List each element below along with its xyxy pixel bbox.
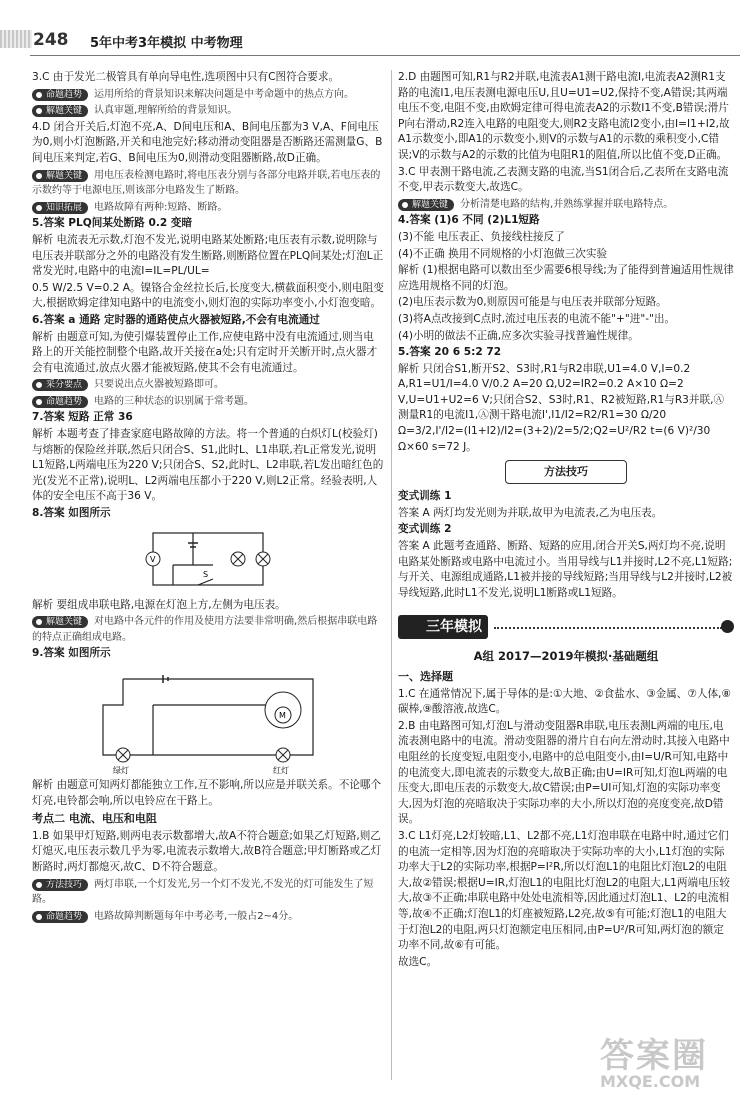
- note-q4b: [32, 200, 384, 216]
- note-q6b: [32, 394, 384, 410]
- analysis-q4-2: (2)电压表示数为0,则原因可能是与电压表并联部分短路。: [398, 296, 667, 309]
- note-text: 对电路中各元件的作用及使用方法要非常明确,然后根据串联电路的特点正确组成电路。: [32, 616, 378, 643]
- variant-2-answer: 答案 A 此题考查通路、断路、短路的应用,闭合开关S,两灯均不亮,说明电路某处断路或电路中电流过小。当用导线与L1并接时,L2不亮,L1短路;与开关、电源组成通路,L1被并接的导线短路;当用导线与L2并接时,L2被导线短路,此时L1不发光,说明L1断路或L1短路。: [398, 540, 733, 599]
- tag-badge: 知识拓展: [32, 202, 88, 214]
- page-number: 248: [33, 30, 69, 50]
- group-answer-q3-end: 故选C。: [398, 955, 438, 968]
- answer-q9: 9.答案 如图所示: [32, 647, 111, 660]
- variant-1-title: 变式训练 1: [398, 490, 452, 503]
- page-header: [0, 0, 750, 60]
- column-divider: [391, 70, 392, 1080]
- label-red-lamp: 红灯: [273, 766, 289, 775]
- answer-q5: 5.答案 PLQ间某处断路 0.2 变暗: [32, 217, 193, 230]
- group-answer-q2: 2.B 由电路图可知,灯泡L与滑动变阻器R串联,电压表测L两端的电压,电流表测电路中的电流。滑动变阻器的滑片自右向左滑动时,其接入电路中电阻丝的长度变短,电阻变小,电路中的总电阻变小,由I=U/R可知,电路中的电流变大,即电流表的示数变大,故B正确;由U=IR可知,灯泡L两端的电压变大,即电压表的示数变大,故C错误;由P=UI可知,灯泡的实际功率变大,因为灯泡的亮暗取决于实际功率的大小,所以灯泡的亮度变亮,故D错误。: [398, 719, 730, 826]
- method-tips-box: [505, 460, 627, 484]
- answer-kp2-q1: 1.B 如果甲灯短路,则两电表示数都增大,故A不符合题意;如果乙灯短路,则乙灯熄灭,电压表示数几乎为零,电流表示数增大,故B符合题意;甲灯断路或乙灯断路时,两灯都熄灭,故C、D不符合题意。: [32, 829, 382, 873]
- note-text: 用电压表检测电路时,将电压表分别与各部分电路并联,若电压表的示数约等于电源电压,则该部分电路发生了断路。: [32, 169, 381, 197]
- watermark-url: MXQE.COM: [600, 1072, 701, 1091]
- answer-q2: 2.D 由题图可知,R1与R2并联,电流表A1测干路电流I,电流表A2测R1支路的电流I1,电压表测电源电压U,且U=U1=U2,保持不变,A错误;其两端电压不变,电阻不变,由欧姆定律可得电流表A2的示数I1不变,B错误;滑片P向右滑动,R2连入电路的电阻变大,则R2支路电流I2变小,由I=I1+I2,故A1示数变小,即A1的示数变小,则V的示数与A1的示数的乘积变小,C错误;V的示数与A2的示数的比值为电阻R1的阻值,所以比值不变,D正确。: [398, 71, 730, 161]
- analysis-q4-4: (4)小明的做法不正确,应多次实验寻找普遍性规律。: [398, 329, 639, 342]
- note-q8: [32, 614, 384, 645]
- analysis-q4-1: 解析 (1)根据电路可以数出至少需要6根导线;为了能得到普遍适用性规律应选用规格不同的灯泡。: [398, 264, 734, 292]
- note-kp2b: [32, 909, 384, 925]
- answer-q4: 4.D 闭合开关后,灯泡不亮,A、D间电压和A、B间电压都为3 V,A、F间电压为0,则小灯泡断路,开关和电池完好;移动滑动变阻器是否断路还需测量G、B间电压来判定,若G、B间电压为0,则滑动变阻器断路,故D正确。: [32, 120, 383, 164]
- note-q3: [398, 197, 734, 213]
- svg-text:S: S: [203, 569, 209, 579]
- label-green-lamp: 绿灯: [113, 766, 129, 775]
- analysis-q6: 解析 由题意可知,为使引爆装置停止工作,应使电路中没有电流通过,则当电路上的开关能控制整个电路,故开关接在a处;只有定时开关断开时,点火器才会有电流通过,放点火器才能被短路,使其不会有电流通过。: [32, 330, 378, 374]
- analysis-q5: 解析 只闭合S1,断开S2、S3时,R1与R2串联,U1=4.0 V,I=0.2 A,R1=U1/I=4.0 V/0.2 A=20 Ω,U2=IR2=0.2 A×10 Ω=2 V,U=U1+U2=6 V;只闭合S2、S3时,R1、R2被短路,R1与R3并联,Ⓐ测量R1的电流I1,Ⓐ测干路电流I',I1/I2=R2/R1=30 Ω/20 Ω=3/2,I'/I2=(I1+I2)/I2=(3+2)/2=5/2;Q2=U²/R2 t=(6 V)²/30 Ω×60 s=72 J。: [398, 362, 725, 453]
- tag-badge: 命题趋势: [32, 89, 88, 101]
- answer-q4: 4.答案 (1)6 不同 (2)L1短路: [398, 214, 540, 227]
- group-answer-q1: 1.C 在通常情况下,属于导体的是:①大地、②食盐水、③金属、⑦人体,⑧碳棒,⑨酸溶液,故选C。: [398, 687, 731, 716]
- variant-2-title: 变式训练 2: [398, 523, 452, 536]
- tag-badge: 命题趋势: [32, 396, 88, 408]
- analysis-q8: 解析 要组成串联电路,电源在灯泡上方,左侧为电压表。: [32, 598, 286, 611]
- tag-badge: 解题关键: [32, 616, 88, 628]
- book-title: 5年中考3年模拟 中考物理: [90, 36, 243, 51]
- answer-q4-4: (4)不正确 换用不同规格的小灯泡做三次实验: [398, 247, 608, 260]
- answer-q5: 5.答案 20 6 5:2 72: [398, 346, 502, 359]
- banner-dotted-line: [494, 627, 722, 629]
- circuit-diagram-q9: [83, 665, 333, 775]
- answer-q8: 8.答案 如图所示: [32, 507, 111, 520]
- answer-q3: 3.C 由于发光二极管具有单向导电性,选项图中只有C图符合要求。: [32, 71, 340, 83]
- note-text: 只要说出点火器被短路即可。: [94, 379, 225, 391]
- note-kp2: [32, 877, 384, 908]
- note-text: 分析清楚电路的结构,并熟练掌握并联电路特点。: [460, 198, 674, 210]
- answer-q4-3: (3)不能 电压表正、负接线柱接反了: [398, 230, 565, 243]
- note-text: 两灯串联,一个灯发光,另一个灯不发光,不发光的灯可能发生了短路。: [32, 878, 374, 906]
- header-rule: [30, 55, 740, 56]
- tag-badge: 命题趋势: [32, 911, 88, 923]
- section-heading: 一、选择题: [398, 670, 453, 683]
- tag-badge: 解题关键: [398, 199, 454, 211]
- analysis-q4-3: (3)将A点改接到C点时,流过电压表的电流不能"+"进"-"出。: [398, 312, 676, 325]
- note-q3b: [32, 103, 384, 119]
- banner-end-dot: [721, 620, 734, 633]
- answer-q6: 6.答案 a 通路 定时器的通路使点火器被短路,不会有电流通过: [32, 313, 320, 326]
- three-year-banner: [398, 615, 734, 641]
- tag-badge: 方法技巧: [32, 879, 88, 891]
- section-heading-kp2: 考点二 电流、电压和电阻: [32, 812, 157, 826]
- left-column: [32, 70, 384, 925]
- tag-badge: 解题关键: [32, 170, 88, 182]
- group-answer-q3: 3.C L1灯亮,L2灯较暗,L1、L2都不亮,L1灯泡串联在电路中时,通过它们的电流一定相等,因为灯泡的亮暗取决于实际功率的大小,L1灯泡的实际功率大于L2的实际功率,根据P=I²R,所以灯泡L1的电阻比灯泡L2的电阻大,故②错误;根据U=IR,灯泡L1的电阻比灯泡L2的电阻大,L1两端电压较大,故③不正确;串联电路中处处电流相等,因此通过灯泡L1、L2的电流相等,故④不正确;灯泡L1的灯座被短路,L2亮,故⑤有可能;灯泡L1的电阻大于灯泡L2的电阻,两只灯泡额定电压相同,由P=U²/R可知,两灯泡的额定功率不同,故⑥有可能。: [398, 829, 730, 952]
- watermark-logo: 答案圈: [600, 1036, 708, 1076]
- note-q6: [32, 377, 384, 393]
- circuit-diagram-q8: [143, 525, 273, 595]
- variant-1-answer: 答案 A 两灯均发光则为并联,故甲为电流表,乙为电压表。: [398, 506, 663, 519]
- analysis-q9: 解析 由题意可知两灯都能独立工作,互不影响,所以应是并联关系。不论哪个灯亮,电铃都会响,所以电铃应在干路上。: [32, 779, 382, 807]
- group-title: A组 2017—2019年模拟·基础题组: [473, 649, 659, 664]
- answer-q7: 7.答案 短路 正常 36: [32, 411, 133, 424]
- answer-q3: 3.C 甲表测干路电流,乙表测支路的电流,当S1闭合后,乙表所在支路电流不变,甲表示数变大,故选C。: [398, 165, 729, 194]
- svg-text:V: V: [150, 554, 156, 564]
- note-text: 运用所给的背景知识来解决问题是中考命题中的热点方向。: [94, 88, 355, 100]
- note-text: 电路的三种状态的识别属于常考题。: [94, 395, 255, 407]
- analysis-q5b: 0.5 W/2.5 V=0.2 A。镍铬合金丝拉长后,长度变大,横截面积变小,则电阻变大,根据欧姆定律知电路中的电流变小,则灯泡的实际功率变小,小灯泡变暗。: [32, 281, 384, 310]
- note-q4: [32, 168, 384, 199]
- banner-label: 三年模拟: [398, 615, 488, 639]
- note-q3: [32, 87, 384, 103]
- right-column: [398, 70, 734, 971]
- note-text: 认真审题,理解所给的背景知识。: [94, 105, 238, 117]
- svg-text:M: M: [279, 711, 286, 720]
- note-text: 电路故障判断题每年中考必考,一般占2~4分。: [94, 910, 299, 922]
- analysis-q7: 解析 本题考查了排查家庭电路故障的方法。将一个普通的白炽灯L(校验灯)与熔断的保险丝并联,然后只闭合S、S1,此时L、L1串联,若L正常发光,说明L1短路,L两端电压为220 V;只闭合S、S2,此时L、L2串联,若L发出暗红色的光(发光不正常),说明L、L2两端电压都小于220 V,则L2正常。经验表明,人体的安全电压不高于36 V。: [32, 428, 384, 503]
- header-logo: [0, 30, 32, 48]
- method-tips-title: 方法技巧: [544, 465, 588, 479]
- tag-badge: 解题关键: [32, 105, 88, 117]
- note-text: 电路故障有两种:短路、断路。: [94, 201, 228, 213]
- analysis-q5a: 解析 电流表无示数,灯泡不发光,说明电路某处断路;电压表有示数,说明除与电压表并联部分之外的电路没有发生断路,则断路位置在PLQ间某处;灯泡L正常发光时,电路中的电流I=IL=PL/UL=: [32, 233, 384, 278]
- tag-badge: 采分要点: [32, 379, 88, 391]
